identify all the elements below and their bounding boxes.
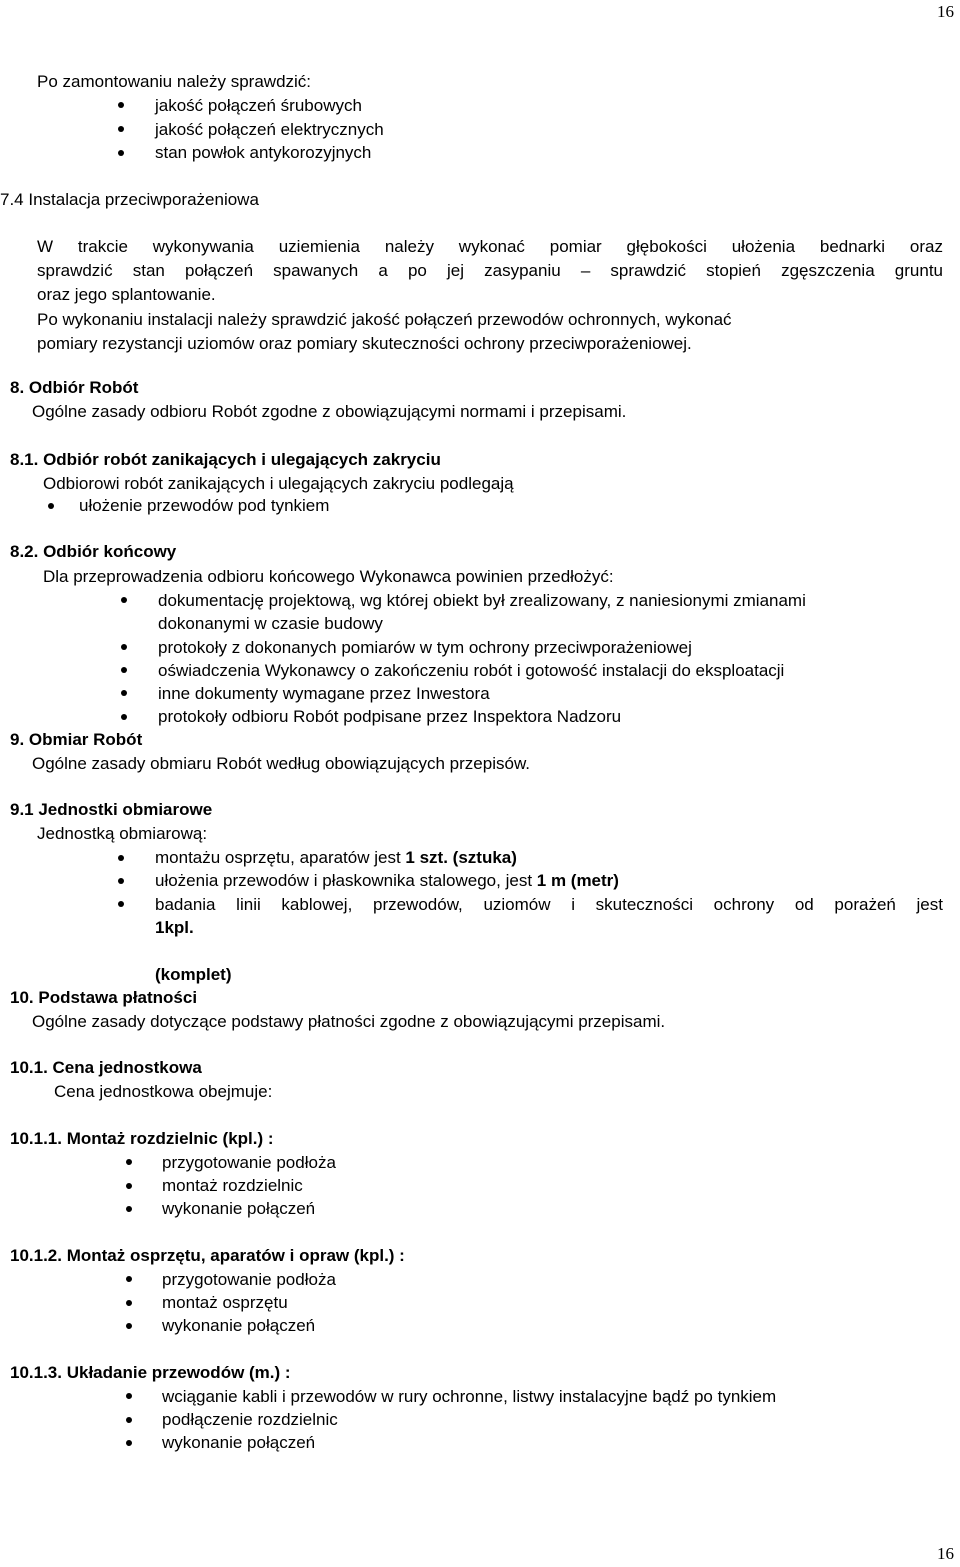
bullet-icon bbox=[126, 1417, 132, 1423]
bullet-icon bbox=[118, 855, 124, 861]
list-item: wykonanie połączeń bbox=[162, 1433, 316, 1452]
section-text-10: Ogólne zasady dotyczące podstawy płatności zgodne z obowiązującymi przepisami. bbox=[32, 1012, 666, 1031]
page-number-top: 16 bbox=[937, 2, 954, 21]
bullet-icon bbox=[126, 1300, 132, 1306]
section-heading-8-2: 8.2. Odbiór końcowy bbox=[10, 542, 177, 561]
section-heading-8: 8. Odbiór Robót bbox=[10, 378, 139, 397]
bullet-icon bbox=[118, 878, 124, 884]
list-item: protokoły z dokonanych pomiarów w tym ochrony przeciwporażeniowej bbox=[158, 638, 692, 657]
section-heading-8-1: 8.1. Odbiór robót zanikających i ulegających zakryciu bbox=[10, 450, 441, 469]
bullet-icon bbox=[126, 1183, 132, 1189]
list-item: wykonanie połączeń bbox=[162, 1316, 316, 1335]
section-text-9: Ogólne zasady obmiaru Robót według obowiązujących przepisów. bbox=[32, 754, 531, 773]
list-item: wciąganie kabli i przewodów w rury ochronne, listwy instalacyjne bądź po tynkiem bbox=[162, 1387, 777, 1406]
section-heading-10-1-1: 10.1.1. Montaż rozdzielnic (kpl.) : bbox=[10, 1129, 274, 1148]
paragraph-line: W trakcie wykonywania uziemienia należy wykonać pomiar głębokości ułożenia bednarki oraz bbox=[37, 237, 943, 256]
bullet-icon bbox=[126, 1440, 132, 1446]
list-item: ułożenie przewodów pod tynkiem bbox=[79, 496, 330, 515]
bullet-icon bbox=[118, 150, 124, 156]
section-heading-9: 9. Obmiar Robót bbox=[10, 730, 143, 749]
bullet-icon bbox=[126, 1276, 132, 1282]
list-item: jakość połączeń elektrycznych bbox=[155, 120, 384, 139]
bullet-icon bbox=[48, 503, 54, 509]
bullet-icon bbox=[121, 714, 127, 720]
list-item: jakość połączeń śrubowych bbox=[155, 96, 362, 115]
list-item: protokoły odbioru Robót podpisane przez Inspektora Nadzoru bbox=[158, 707, 622, 726]
list-item-unit: 1 m (metr) bbox=[536, 871, 619, 890]
bullet-icon bbox=[121, 644, 127, 650]
section-heading-9-1: 9.1 Jednostki obmiarowe bbox=[10, 800, 213, 819]
section-text-9-1: Jednostką obmiarową: bbox=[37, 824, 208, 843]
intro-lead: Po zamontowaniu należy sprawdzić: bbox=[37, 72, 312, 91]
bullet-icon bbox=[121, 667, 127, 673]
paragraph-line: sprawdzić stan połączeń spawanych a po jej zasypaniu – sprawdzić stopień zgęszczenia gruntu bbox=[37, 261, 943, 280]
paragraph-line: pomiary rezystancji uziomów oraz pomiary skuteczności ochrony przeciwporażeniowej. bbox=[37, 334, 692, 353]
section-text-10-1: Cena jednostkowa obejmuje: bbox=[54, 1082, 273, 1101]
bullet-icon bbox=[118, 901, 124, 907]
list-item bbox=[155, 869, 619, 892]
bullet-icon bbox=[126, 1206, 132, 1212]
section-text-8-2: Dla przeprowadzenia odbioru końcowego Wykonawca powinien przedłożyć: bbox=[43, 567, 614, 586]
section-heading-10-1-2: 10.1.2. Montaż osprzętu, aparatów i opraw (kpl.) : bbox=[10, 1246, 405, 1265]
bullet-icon bbox=[126, 1393, 132, 1399]
list-item: inne dokumenty wymagane przez Inwestora bbox=[158, 684, 490, 703]
bullet-icon bbox=[121, 597, 127, 603]
list-item: badania linii kablowej, przewodów, uziomów i skuteczności ochrony od porażeń jest bbox=[155, 895, 943, 914]
bullet-icon bbox=[118, 102, 124, 108]
list-item: przygotowanie podłoża bbox=[162, 1153, 336, 1172]
list-item-text: ułożenia przewodów i płaskownika stalowego, jest bbox=[155, 871, 537, 890]
list-item: podłączenie rozdzielnic bbox=[162, 1410, 338, 1429]
list-item bbox=[155, 846, 517, 869]
bullet-icon bbox=[126, 1323, 132, 1329]
section-heading-10-1: 10.1. Cena jednostkowa bbox=[10, 1058, 202, 1077]
list-item-text: montażu osprzętu, aparatów jest bbox=[155, 848, 406, 867]
list-item: montaż rozdzielnic bbox=[162, 1176, 303, 1195]
paragraph-line: oraz jego splantowanie. bbox=[37, 285, 216, 304]
bullet-icon bbox=[121, 690, 127, 696]
page-number-bottom: 16 bbox=[937, 1544, 954, 1563]
list-item-continuation: dokonanymi w czasie budowy bbox=[158, 614, 383, 633]
list-item: przygotowanie podłoża bbox=[162, 1270, 336, 1289]
section-text-8-1: Odbiorowi robót zanikających i ulegających zakryciu podlegają bbox=[43, 474, 514, 493]
bullet-icon bbox=[126, 1159, 132, 1165]
list-item-unit: 1 szt. (sztuka) bbox=[405, 848, 517, 867]
section-heading-7-4: 7.4 Instalacja przeciwporażeniowa bbox=[0, 190, 259, 209]
list-item: wykonanie połączeń bbox=[162, 1199, 316, 1218]
section-text-8: Ogólne zasady odbioru Robót zgodne z obowiązującymi normami i przepisami. bbox=[32, 402, 627, 421]
list-item: dokumentację projektową, wg której obiekt był zrealizowany, z naniesionymi zmianami bbox=[158, 591, 806, 610]
list-item: stan powłok antykorozyjnych bbox=[155, 143, 372, 162]
section-heading-10-1-3: 10.1.3. Układanie przewodów (m.) : bbox=[10, 1363, 291, 1382]
list-item-unit: 1kpl. bbox=[155, 918, 194, 937]
list-item-unit: (komplet) bbox=[155, 965, 232, 984]
list-item: oświadczenia Wykonawcy o zakończeniu robót i gotowość instalacji do eksploatacji bbox=[158, 661, 785, 680]
section-heading-10: 10. Podstawa płatności bbox=[10, 988, 198, 1007]
bullet-icon bbox=[118, 126, 124, 132]
list-item: montaż osprzętu bbox=[162, 1293, 288, 1312]
paragraph-line: Po wykonaniu instalacji należy sprawdzić jakość połączeń przewodów ochronnych, wykonać bbox=[37, 310, 732, 329]
